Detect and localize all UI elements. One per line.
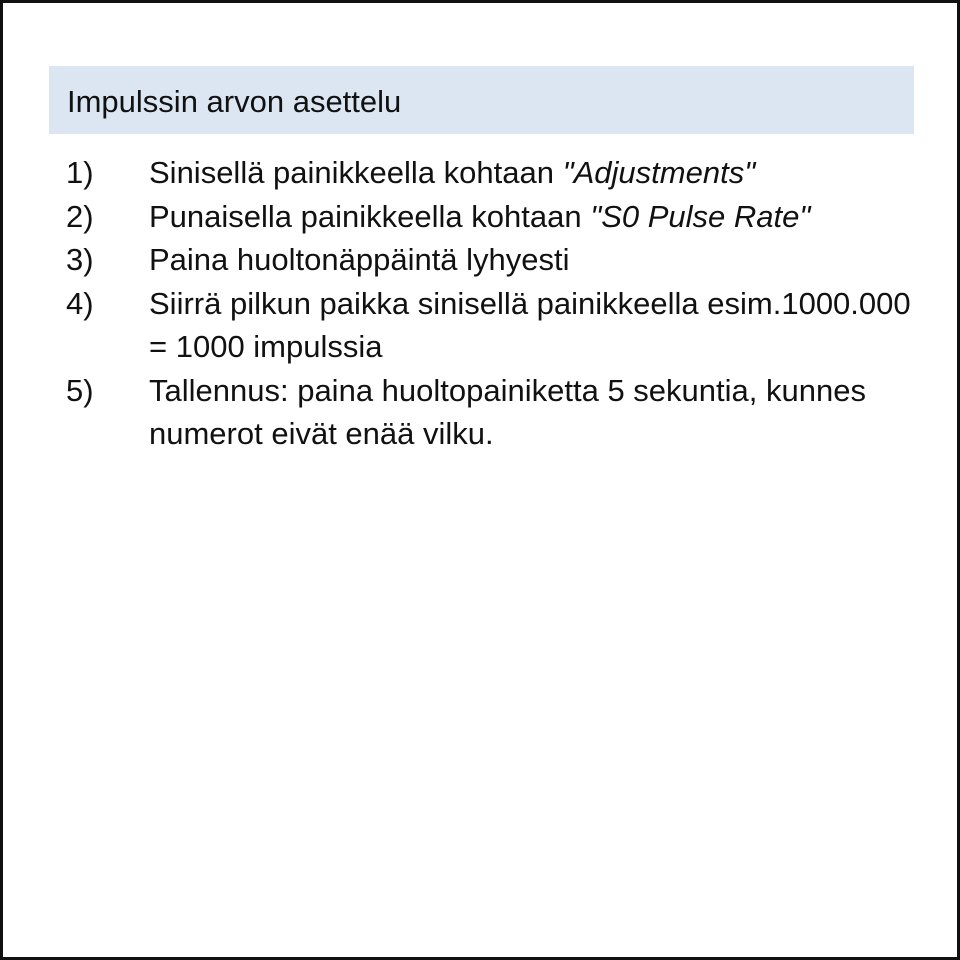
list-item-step-4 bbox=[66, 282, 926, 369]
instruction-list bbox=[66, 151, 926, 456]
list-item-step-5 bbox=[66, 369, 926, 456]
step-text: Paina huoltonäppäintä lyhyesti bbox=[149, 242, 570, 277]
step-number: 5) bbox=[66, 372, 94, 408]
menu-name-s0-pulse-rate: "S0 Pulse Rate" bbox=[590, 198, 811, 234]
step-number: 2) bbox=[66, 198, 94, 234]
step-text bbox=[149, 151, 926, 195]
menu-name-adjustments: "Adjustments" bbox=[562, 155, 756, 190]
step-number: 3) bbox=[66, 242, 94, 277]
list-item-step-1 bbox=[66, 151, 926, 195]
step-number: 4) bbox=[66, 285, 94, 321]
step-text-main: Sinisellä painikkeella kohtaan bbox=[149, 155, 563, 190]
step-text bbox=[149, 195, 926, 239]
step-text: Tallennus: paina huoltopainiketta 5 sekuntia, kunnes numerot eivät enää vilku. bbox=[149, 372, 866, 451]
step-number: 1) bbox=[66, 155, 94, 190]
step-text-main: Punaisella painikkeella kohtaan bbox=[149, 198, 591, 234]
page-title: Impulssin arvon asettelu bbox=[67, 84, 402, 119]
list-item-step-2 bbox=[66, 195, 926, 239]
list-item-step-3 bbox=[66, 238, 926, 282]
step-text: Siirrä pilkun paikka sinisellä painikkeella esim.1000.000 = 1000 impulssia bbox=[149, 285, 911, 364]
title-banner bbox=[49, 66, 914, 134]
